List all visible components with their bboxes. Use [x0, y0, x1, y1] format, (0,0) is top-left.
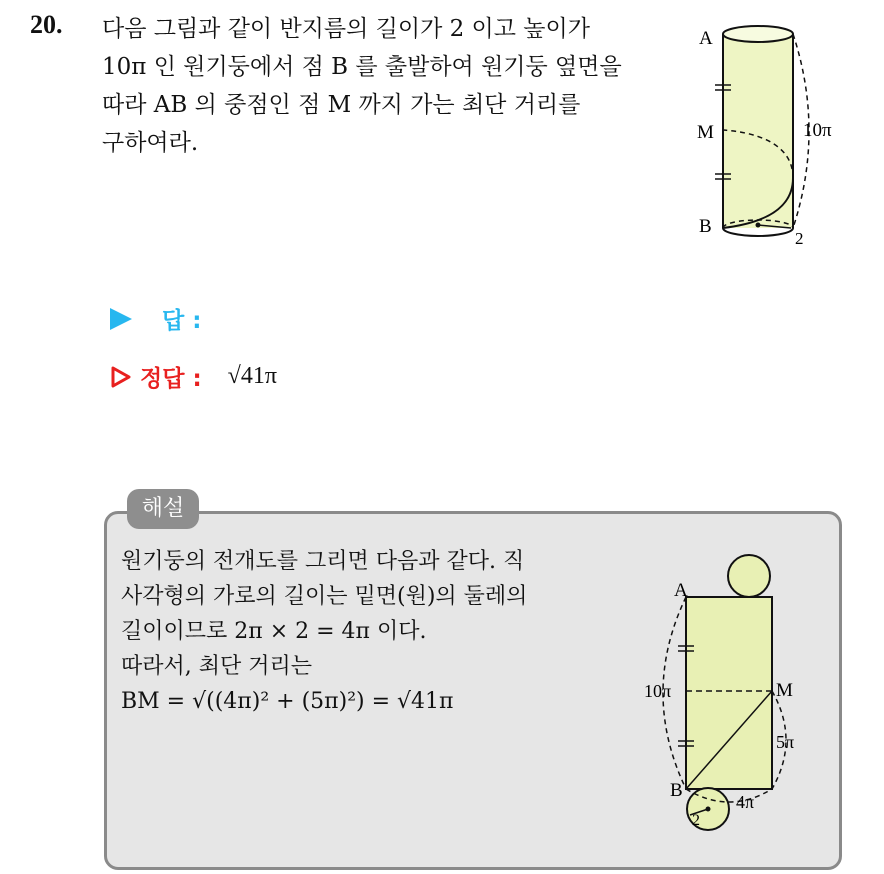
question-line: 다음 그림과 같이 반지름의 길이가 2 이고 높이가 [102, 16, 590, 42]
play-triangle-icon [110, 308, 132, 330]
net-label-b: B [670, 780, 683, 801]
net-label-radius: 2 [692, 812, 700, 829]
label-radius: 2 [795, 229, 804, 248]
solution-tag: 해설 [127, 489, 199, 529]
solution-line: 사각형의 가로의 길이는 밑면(원)의 둘레의 [121, 584, 528, 609]
cylinder-figure [695, 18, 855, 250]
question-line: 따라 AB 의 중점인 점 M 까지 가는 최단 거리를 [102, 92, 581, 118]
net-label-half: 5π [776, 732, 795, 752]
solution-line: 원기둥의 전개도를 그리면 다음과 같다. 직 [121, 549, 525, 574]
label-m: M [697, 122, 714, 143]
net-figure [640, 550, 820, 835]
correct-answer-label: 정답 : [140, 366, 202, 392]
net-label-a: A [674, 580, 688, 601]
question-number: 20. [30, 10, 63, 39]
top-circle [728, 555, 770, 597]
net-label-m: M [776, 680, 793, 701]
net-rectangle [686, 597, 772, 789]
solution-line: 따라서, 최단 거리는 [121, 654, 312, 679]
question-text [102, 10, 672, 162]
correct-answer-value: √41π [227, 363, 277, 389]
solution-line: 길이이므로 2π × 2 = 4π 이다. [121, 619, 427, 644]
label-a: A [699, 28, 713, 49]
net-label-width: 4π [736, 792, 755, 812]
correct-answer-row [110, 360, 277, 393]
label-b: B [699, 216, 712, 237]
cylinder-top-ellipse [723, 26, 793, 42]
solution-text [121, 544, 621, 719]
question-line: 10π 인 원기둥에서 점 B 를 출발하여 원기둥 옆면을 [102, 54, 622, 80]
solution-line: BM = √((4π)² + (5π)²) = √41π [121, 689, 454, 714]
outline-triangle-icon [110, 365, 132, 389]
answer-row [110, 302, 201, 335]
label-height: 10π [803, 120, 832, 141]
net-label-height: 10π [644, 681, 672, 701]
answer-label: 답 : [162, 308, 202, 334]
question-line: 구하여라. [102, 130, 199, 156]
